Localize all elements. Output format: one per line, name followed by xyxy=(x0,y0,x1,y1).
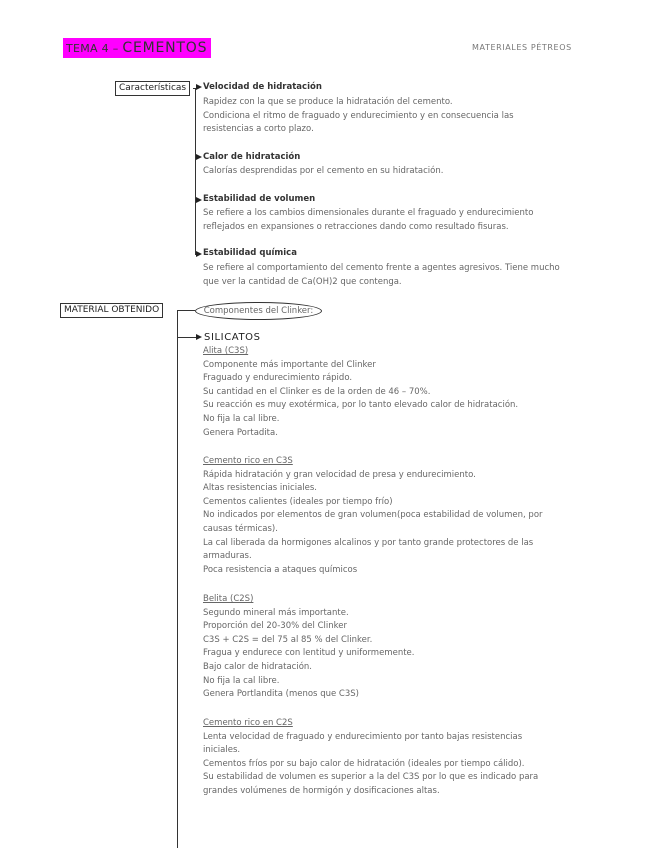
text-line: Fraguado y endurecimiento rápido. xyxy=(203,373,353,384)
text-line: Poca resistencia a ataques químicos xyxy=(203,564,358,575)
text-line: Condiciona el ritmo de fraguado y endurecimiento y en consecuencia las xyxy=(203,110,514,121)
item-description xyxy=(203,262,560,289)
text-line: resistencias a corto plazo. xyxy=(203,124,314,135)
arrow-icon xyxy=(196,84,202,90)
text-line: C3S + C2S = del 75 al 85 % del Clinker. xyxy=(203,634,373,645)
text-line: Genera Portlandita (menos que C3S) xyxy=(203,689,359,700)
item-title: Calor de hidratación xyxy=(203,152,301,162)
text-line: Fragua y endurece con lentitud y uniformemente. xyxy=(203,648,415,659)
text-line: Calorías desprendidas por el cemento en su hidratación. xyxy=(203,166,444,176)
silicatos-title: SILICATOS xyxy=(204,332,261,343)
text-line: Su reacción es muy exotérmica, por lo tanto elevado calor de hidratación. xyxy=(203,400,519,411)
text-line: Proporción del 20-30% del Clinker xyxy=(203,621,347,632)
caracteristicas-box: Características xyxy=(115,81,190,96)
arrow-icon xyxy=(196,251,202,257)
item-title: Estabilidad de volumen xyxy=(203,194,316,204)
text-line: Su cantidad en el Clinker es de la orden de 46 – 70%. xyxy=(203,386,431,397)
item-description xyxy=(203,207,533,234)
text-line: Componente más importante del Clinker xyxy=(203,359,376,370)
arrow-icon xyxy=(196,197,202,203)
section-title: Cemento rico en C2S xyxy=(203,718,293,728)
text-line: Cementos fríos por su bajo calor de hidratación (ideales por tiempo cálido). xyxy=(203,758,525,769)
topic-title: CEMENTOS xyxy=(122,40,208,56)
text-line: Se refiere a los cambios dimensionales durante el fraguado y endurecimiento xyxy=(203,208,534,218)
cemento-c2s-section xyxy=(203,717,538,799)
text-line: No fija la cal libre. xyxy=(203,413,280,424)
text-line: causas térmicas). xyxy=(203,523,278,534)
text-line: Lenta velocidad de fraguado y endurecimiento por tanto bajas resistencias xyxy=(203,731,523,742)
text-line: Genera Portadita. xyxy=(203,427,278,438)
text-line: armaduras. xyxy=(203,551,252,562)
text-line: Su estabilidad de volumen es superior a la del C3S por lo que es indicado para xyxy=(203,772,539,783)
text-line: Altas resistencias iniciales. xyxy=(203,483,318,494)
connector-line xyxy=(177,310,195,311)
arrow-icon xyxy=(196,334,202,340)
belita-section xyxy=(203,593,414,702)
item-description xyxy=(203,165,443,179)
section-title: Alita (C3S) xyxy=(203,346,249,356)
text-line: Rápida hidratación y gran velocidad de presa y endurecimiento. xyxy=(203,469,476,480)
topic-title-banner xyxy=(63,38,211,58)
text-line: Segundo mineral más importante. xyxy=(203,607,349,618)
text-line: Cementos calientes (ideales por tiempo frío) xyxy=(203,496,393,507)
text-line: Bajo calor de hidratación. xyxy=(203,661,312,672)
cemento-c3s-section xyxy=(203,455,543,577)
text-line: grandes volúmenes de hormigón y dosificaciones altas. xyxy=(203,785,440,796)
text-line: Rapidez con la que se produce la hidratación del cemento. xyxy=(203,97,453,107)
alita-section xyxy=(203,345,518,440)
text-line: La cal liberada da hormigones alcalinos y por tanto grande protectores de las xyxy=(203,537,534,548)
text-line: reflejados en expansiones o retracciones dando como resultado fisuras. xyxy=(203,221,509,232)
item-title: Velocidad de hidratación xyxy=(203,82,322,92)
material-obtenido-box: MATERIAL OBTENIDO xyxy=(60,303,163,318)
text-line: que ver la cantidad de Ca(OH)2 que contenga. xyxy=(203,276,402,287)
text-line: iniciales. xyxy=(203,745,241,756)
section-title: Belita (C2S) xyxy=(203,594,254,604)
subject-label: MATERIALES PÉTREOS xyxy=(472,43,572,52)
caracteristicas-vertical-line xyxy=(195,88,196,255)
topic-prefix: TEMA 4 – xyxy=(66,42,119,55)
item-title: Estabilidad química xyxy=(203,248,297,258)
text-line: Se refiere al comportamiento del cemento frente a agentes agresivos. Tiene mucho xyxy=(203,263,560,273)
text-line: No fija la cal libre. xyxy=(203,675,280,686)
material-vertical-line xyxy=(177,310,178,848)
item-description xyxy=(203,96,514,137)
section-title: Cemento rico en C3S xyxy=(203,456,293,466)
text-line: No indicados por elementos de gran volumen(poca estabilidad de volumen, por xyxy=(203,510,543,521)
arrow-icon xyxy=(196,154,202,160)
connector-line xyxy=(177,337,197,338)
components-oval: Componentes del Clinker: xyxy=(195,302,322,320)
